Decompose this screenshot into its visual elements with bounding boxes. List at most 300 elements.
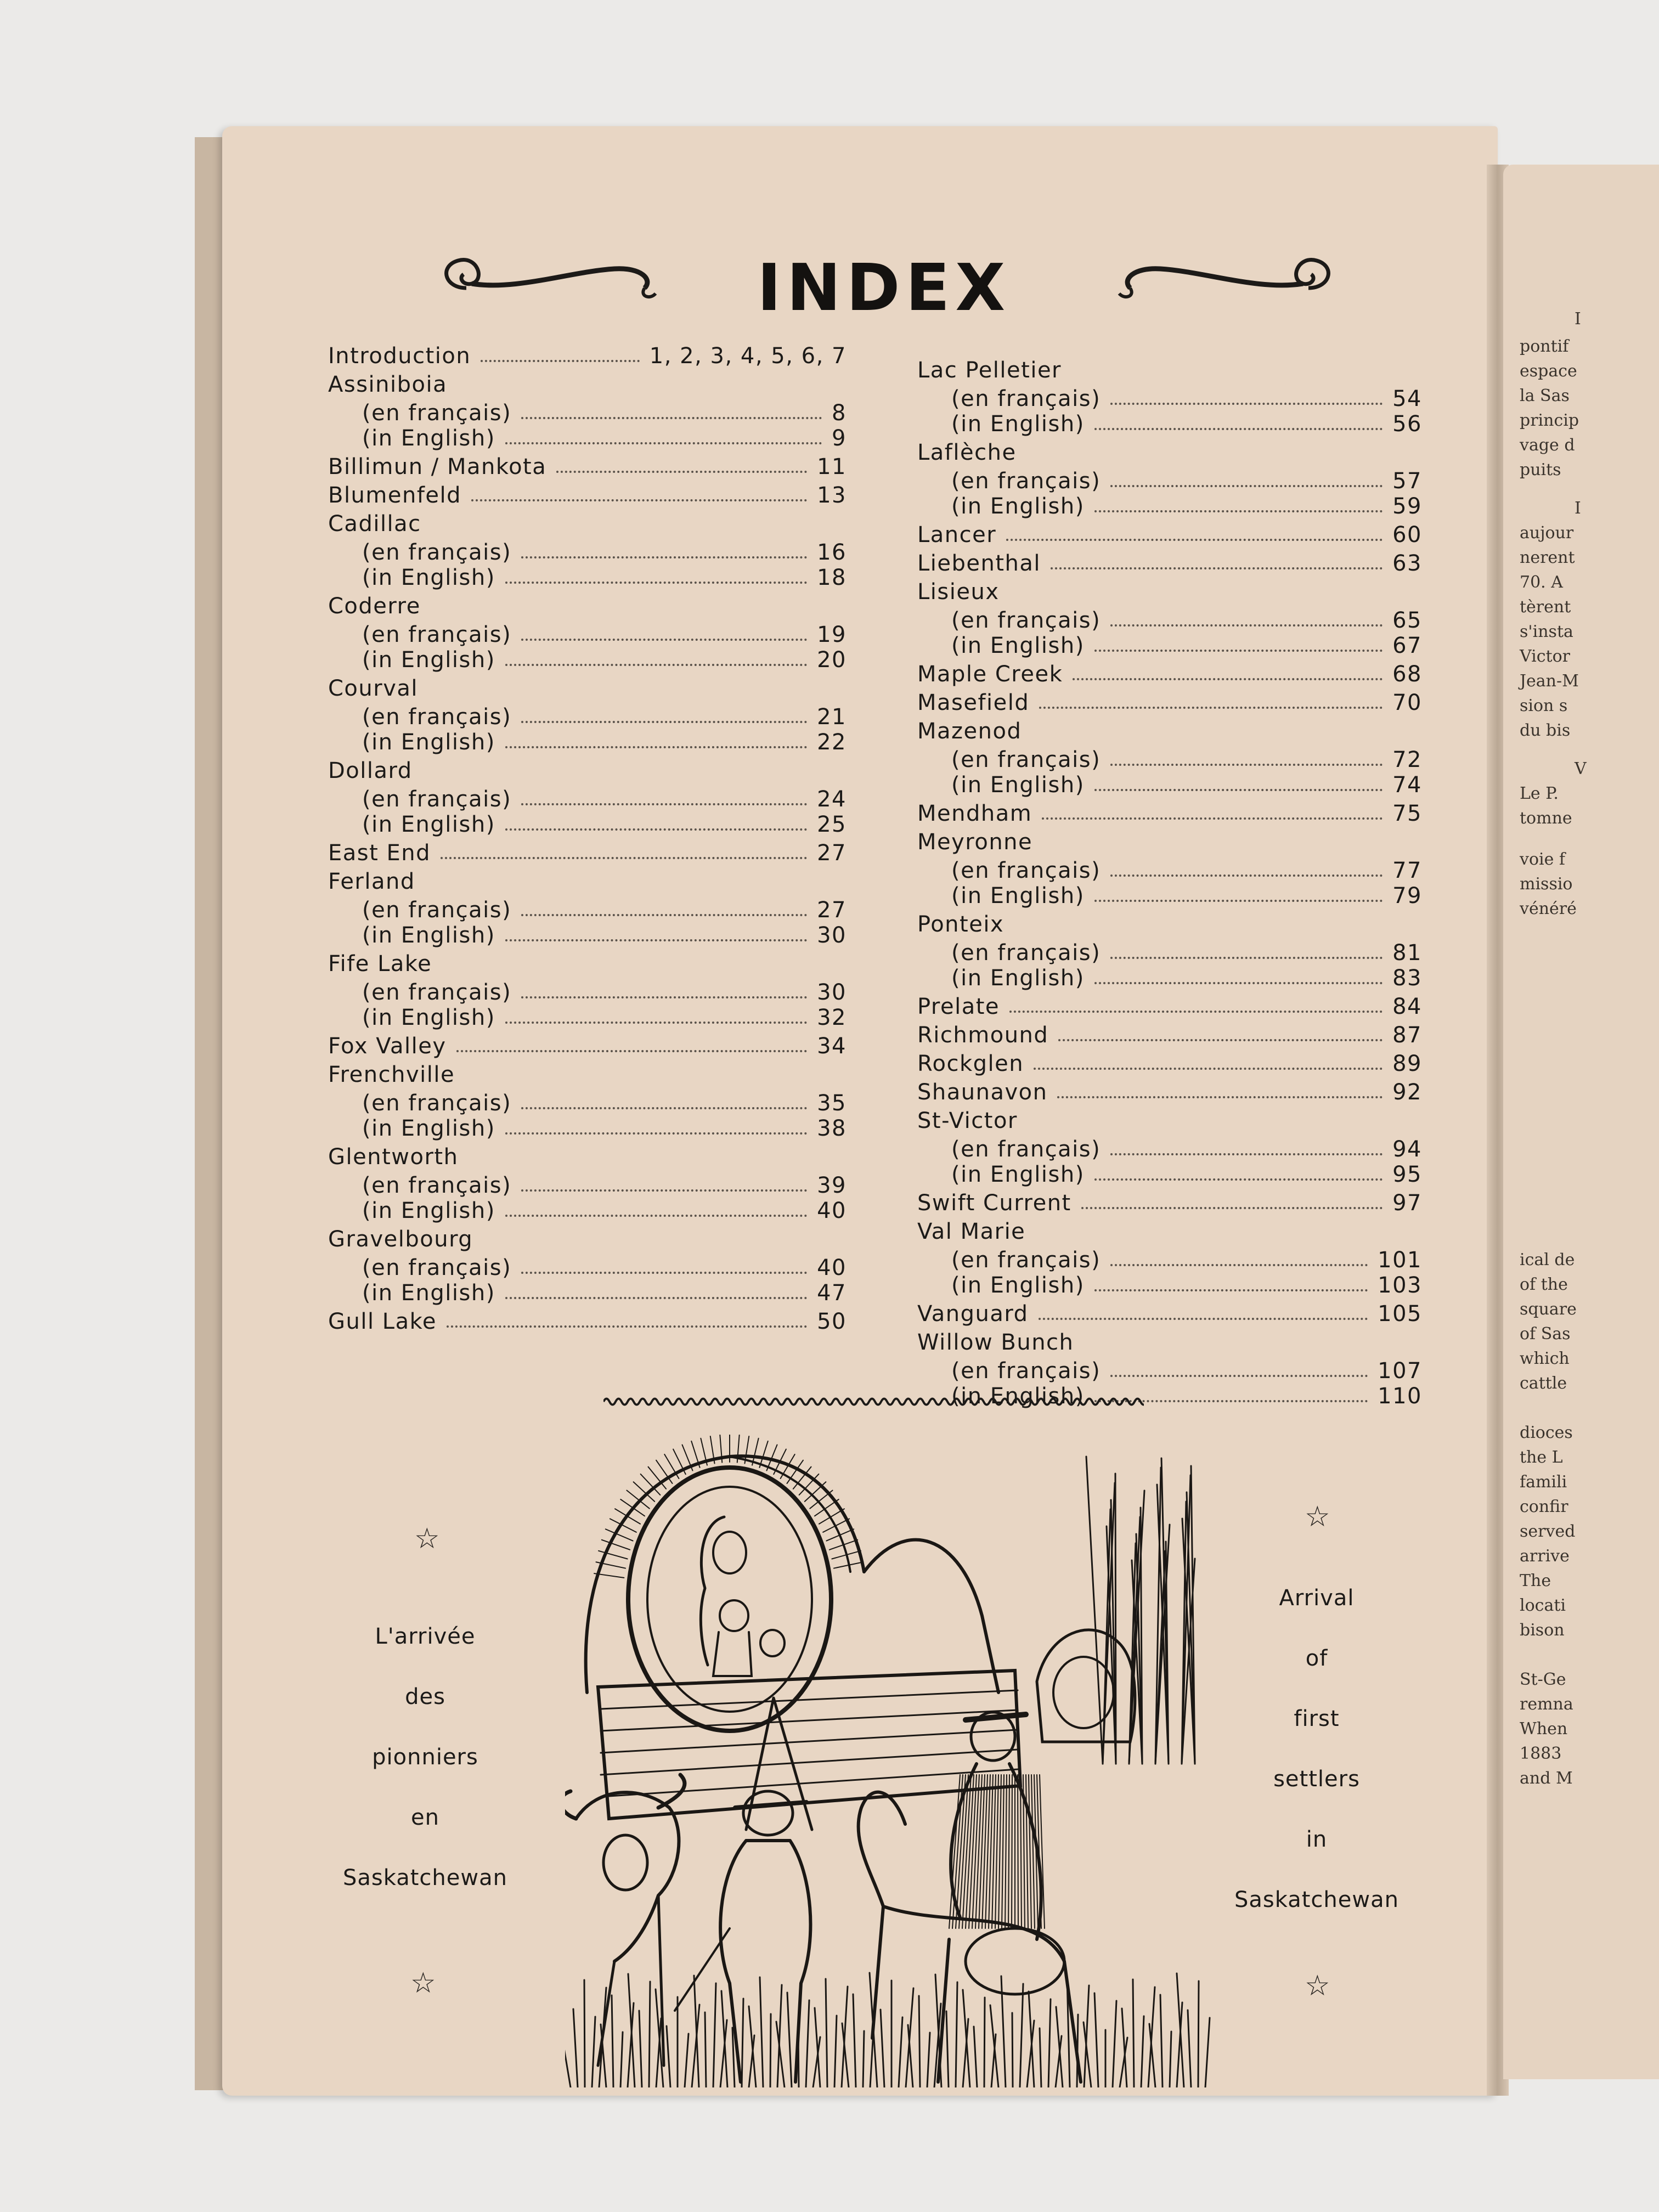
index-subentry <box>328 400 847 426</box>
facing-page-text: square <box>1520 1300 1577 1319</box>
place-name: Introduction <box>328 343 471 369</box>
facing-page-text: aujour <box>1520 523 1574 543</box>
facing-page-text: tèrent <box>1520 597 1571 617</box>
facing-page-text: I <box>1575 309 1581 329</box>
caption-line: in <box>1306 1827 1328 1852</box>
facing-page-text: I <box>1575 499 1581 518</box>
page-number: 32 <box>817 1005 847 1030</box>
dot-leader <box>556 471 807 473</box>
index-entry-row <box>917 440 1422 465</box>
facing-page-text: bison <box>1520 1621 1565 1640</box>
language-label: (in English) <box>362 923 495 948</box>
dot-leader <box>1110 957 1383 959</box>
place-name: Swift Current <box>917 1190 1071 1216</box>
page-number: 63 <box>1392 551 1422 576</box>
page-number: 54 <box>1392 386 1422 411</box>
dot-leader <box>505 939 807 941</box>
index-entry <box>328 343 847 369</box>
index-entry-row <box>328 1034 847 1059</box>
index-subentry <box>328 1280 847 1306</box>
facing-page-text: tomne <box>1520 809 1572 828</box>
page-number: 56 <box>1392 411 1422 437</box>
index-subentry <box>328 1198 847 1223</box>
index-subentry <box>917 608 1422 633</box>
page-number: 70 <box>1392 690 1422 715</box>
dot-leader <box>505 1297 807 1299</box>
index-entry <box>328 1034 847 1059</box>
facing-page-text: pontif <box>1520 337 1569 356</box>
page-number: 87 <box>1392 1023 1422 1048</box>
index-subentry <box>917 494 1422 519</box>
dot-leader <box>505 582 807 584</box>
language-label: (in English) <box>362 812 495 837</box>
index-subentry <box>328 426 847 451</box>
scroll-flourish-icon <box>1111 250 1341 315</box>
place-name: Fife Lake <box>328 951 432 977</box>
facing-page-text: sion s <box>1520 696 1568 715</box>
index-entry-row <box>917 690 1422 715</box>
facing-page-text: du bis <box>1520 721 1571 740</box>
index-entry <box>917 1023 1422 1048</box>
page-number: 74 <box>1392 772 1422 798</box>
index-entry-row <box>328 758 847 783</box>
facing-page-text: 1883 <box>1520 1744 1562 1763</box>
place-name: St-Victor <box>917 1108 1018 1133</box>
index-entry-row <box>328 1309 847 1334</box>
dot-leader <box>1110 1375 1368 1377</box>
page-number: 1, 2, 3, 4, 5, 6, 7 <box>649 343 847 369</box>
dot-leader <box>505 442 822 444</box>
page-number: 35 <box>817 1091 847 1116</box>
dot-leader <box>1094 900 1383 902</box>
index-entry <box>328 1309 847 1334</box>
page-number: 8 <box>832 400 847 426</box>
facing-page-text: locati <box>1520 1596 1566 1615</box>
page-number: 25 <box>817 812 847 837</box>
index-entry-row <box>328 594 847 619</box>
language-label: (in English) <box>362 647 495 673</box>
page-number: 59 <box>1392 494 1422 519</box>
page-number: 40 <box>817 1198 847 1223</box>
index-entry-row <box>917 1023 1422 1048</box>
index-subentry <box>917 411 1422 437</box>
index-entry-row <box>917 1190 1422 1216</box>
language-label: (in English) <box>362 730 495 755</box>
place-name: Shaunavon <box>917 1080 1048 1105</box>
dot-leader <box>505 746 807 748</box>
wave-divider <box>603 1393 1144 1410</box>
page-number: 27 <box>817 840 847 866</box>
dot-leader <box>1057 1096 1383 1098</box>
page-number: 67 <box>1392 633 1422 658</box>
language-label: (in English) <box>951 1384 1085 1409</box>
index-entry-row <box>917 522 1422 548</box>
index-entry <box>328 840 847 866</box>
page-number: 9 <box>832 426 847 451</box>
place-name: Meyronne <box>917 830 1033 855</box>
dot-leader <box>1051 567 1383 569</box>
index-entry <box>917 522 1422 548</box>
dot-leader <box>521 417 822 419</box>
dot-leader <box>521 639 807 641</box>
index-subentry <box>328 565 847 590</box>
facing-page-text: St-Ge <box>1520 1670 1566 1689</box>
index-entry <box>328 372 847 451</box>
place-name: Glentworth <box>328 1144 459 1170</box>
caption-line: settlers <box>1273 1767 1360 1792</box>
page-number: 89 <box>1392 1051 1422 1076</box>
dot-leader <box>1094 789 1383 791</box>
index-subentry <box>917 940 1422 966</box>
page-number: 20 <box>817 647 847 673</box>
place-name: Prelate <box>917 994 1000 1019</box>
dot-leader <box>1094 1178 1383 1181</box>
index-entry-row <box>328 676 847 701</box>
page-number: 21 <box>817 704 847 730</box>
page-number: 75 <box>1392 801 1422 826</box>
index-entry <box>328 483 847 508</box>
star-icon: ☆ <box>414 1522 440 1555</box>
place-name: Lac Pelletier <box>917 358 1062 383</box>
place-name: Lisieux <box>917 579 1000 605</box>
language-label: (en français) <box>951 858 1101 883</box>
facing-page-text: of Sas <box>1520 1324 1571 1344</box>
index-subentry <box>328 980 847 1005</box>
facing-page-text: V <box>1575 759 1587 778</box>
language-label: (in English) <box>951 411 1085 437</box>
language-label: (in English) <box>362 565 495 590</box>
index-subentry <box>328 812 847 837</box>
facing-page-text: served <box>1520 1522 1576 1541</box>
facing-page-text: The <box>1520 1571 1551 1590</box>
dot-leader <box>1073 678 1383 680</box>
facing-page-text: puits <box>1520 460 1561 479</box>
page-number: 16 <box>817 540 847 565</box>
index-entry <box>917 1219 1422 1298</box>
index-subentry <box>917 858 1422 883</box>
index-entry-row <box>917 1301 1422 1327</box>
facing-page-text: missio <box>1520 874 1573 894</box>
index-entry-row <box>917 1080 1422 1105</box>
index-entry <box>328 454 847 479</box>
page-number: 79 <box>1392 883 1422 909</box>
index-entry <box>328 511 847 590</box>
index-entry-row <box>328 951 847 977</box>
facing-page-text: Jean-M <box>1520 672 1579 691</box>
place-name: Courval <box>328 676 418 701</box>
page-number: 107 <box>1378 1358 1422 1384</box>
index-subentry <box>917 633 1422 658</box>
language-label: (en français) <box>951 940 1101 966</box>
dot-leader <box>481 360 640 362</box>
language-label: (in English) <box>362 1005 495 1030</box>
language-label: (in English) <box>951 883 1085 909</box>
dot-leader <box>471 499 807 501</box>
index-entry-row <box>917 830 1422 855</box>
page-number: 72 <box>1392 747 1422 772</box>
page-number: 13 <box>817 483 847 508</box>
index-subentry <box>328 1116 847 1141</box>
page-number: 50 <box>817 1309 847 1334</box>
facing-page <box>1503 165 1659 2079</box>
index-entry <box>328 676 847 755</box>
index-subentry <box>917 1162 1422 1187</box>
dot-leader <box>1110 485 1383 487</box>
page-number: 84 <box>1392 994 1422 1019</box>
caption-line: Saskatchewan <box>1234 1887 1399 1912</box>
index-entry <box>917 801 1422 826</box>
language-label: (en français) <box>362 787 512 812</box>
language-label: (in English) <box>951 1273 1085 1298</box>
dot-leader <box>1110 624 1383 627</box>
index-entry <box>328 1227 847 1306</box>
dot-leader <box>505 828 807 831</box>
index-entry-row <box>917 801 1422 826</box>
language-label: (en français) <box>362 400 512 426</box>
dot-leader <box>521 1272 807 1274</box>
page-number: 11 <box>817 454 847 479</box>
facing-page-text: confir <box>1520 1497 1568 1516</box>
index-subentry <box>328 787 847 812</box>
index-entry <box>917 662 1422 687</box>
index-entry-row <box>917 551 1422 576</box>
page-number: 57 <box>1392 469 1422 494</box>
index-subentry <box>917 1358 1422 1384</box>
index-entry-row <box>917 1219 1422 1244</box>
index-entry-row <box>328 343 847 369</box>
language-label: (en français) <box>362 980 512 1005</box>
index-entry <box>917 1108 1422 1187</box>
index-entry <box>917 830 1422 909</box>
place-name: Gravelbourg <box>328 1227 473 1252</box>
dot-leader <box>521 721 807 723</box>
facing-page-text: espace <box>1520 362 1577 381</box>
language-label: (in English) <box>951 633 1085 658</box>
index-subentry <box>328 1255 847 1280</box>
index-entry-row <box>917 662 1422 687</box>
language-label: (en français) <box>362 1255 512 1280</box>
page-number: 94 <box>1392 1137 1422 1162</box>
dot-leader <box>505 1022 807 1024</box>
place-name: Fox Valley <box>328 1034 447 1059</box>
dot-leader <box>1094 982 1383 984</box>
caption-line: L'arrivée <box>375 1624 476 1649</box>
index-entry-row <box>917 994 1422 1019</box>
language-label: (en français) <box>362 1173 512 1198</box>
page-number: 81 <box>1392 940 1422 966</box>
index-entry <box>917 1051 1422 1076</box>
index-entry-row <box>328 1062 847 1087</box>
dot-leader <box>505 1215 807 1217</box>
index-subentry <box>917 747 1422 772</box>
page-number: 34 <box>817 1034 847 1059</box>
page-number: 38 <box>817 1116 847 1141</box>
dot-leader <box>447 1325 807 1328</box>
facing-page-text: and M <box>1520 1769 1573 1788</box>
index-entry-row <box>917 1108 1422 1133</box>
index-entry-row <box>328 840 847 866</box>
facing-page-text: dioces <box>1520 1423 1573 1442</box>
language-label: (in English) <box>951 966 1085 991</box>
index-entry <box>917 912 1422 991</box>
language-label: (en français) <box>951 1358 1101 1384</box>
language-label: (in English) <box>362 1116 495 1141</box>
place-name: Laflèche <box>917 440 1017 465</box>
language-label: (en français) <box>951 469 1101 494</box>
index-entry-row <box>328 511 847 537</box>
place-name: Mazenod <box>917 719 1022 744</box>
place-name: Cadillac <box>328 511 421 537</box>
index-subentry <box>328 1173 847 1198</box>
index-subentry <box>328 1091 847 1116</box>
dot-leader <box>456 1050 808 1052</box>
language-label: (en français) <box>951 1248 1101 1273</box>
place-name: Ponteix <box>917 912 1005 937</box>
index-column-left <box>328 343 847 1338</box>
page-number: 30 <box>817 980 847 1005</box>
place-name: Gull Lake <box>328 1309 437 1334</box>
facing-page-text: of the <box>1520 1275 1568 1294</box>
place-name: Dollard <box>328 758 413 783</box>
scroll-flourish-icon <box>433 250 664 315</box>
page-number: 92 <box>1392 1080 1422 1105</box>
index-subentry <box>917 1248 1422 1273</box>
page-number: 65 <box>1392 608 1422 633</box>
place-name: East End <box>328 840 431 866</box>
covered-wagon-illustration <box>565 1435 1212 2087</box>
index-entry-row <box>328 869 847 894</box>
dot-leader <box>521 556 807 558</box>
dot-leader <box>1094 510 1383 512</box>
dot-leader <box>1081 1207 1383 1209</box>
page-number: 60 <box>1392 522 1422 548</box>
language-label: (en français) <box>951 1137 1101 1162</box>
index-entry-row <box>917 358 1422 383</box>
language-label: (en français) <box>951 386 1101 411</box>
caption-line: des <box>405 1684 445 1709</box>
page-number: 18 <box>817 565 847 590</box>
language-label: (en français) <box>362 622 512 647</box>
index-entry-row <box>917 1330 1422 1355</box>
place-name: Frenchville <box>328 1062 455 1087</box>
facing-page-text: s'insta <box>1520 622 1573 641</box>
dot-leader <box>505 1132 807 1135</box>
index-subentry <box>328 647 847 673</box>
page-number: 95 <box>1392 1162 1422 1187</box>
index-entry <box>328 869 847 948</box>
facing-page-text: vage d <box>1520 436 1575 455</box>
language-label: (in English) <box>362 426 495 451</box>
dot-leader <box>1094 428 1383 430</box>
page-number: 101 <box>1378 1248 1422 1273</box>
dot-leader <box>1006 539 1383 541</box>
language-label: (en français) <box>362 540 512 565</box>
place-name: Val Marie <box>917 1219 1026 1244</box>
dot-leader <box>521 914 807 916</box>
index-subentry <box>328 730 847 755</box>
page-number: 19 <box>817 622 847 647</box>
index-entry-row <box>917 912 1422 937</box>
place-name: Blumenfeld <box>328 483 462 508</box>
language-label: (en français) <box>951 747 1101 772</box>
facing-page-text: remna <box>1520 1695 1573 1714</box>
page-number: 39 <box>817 1173 847 1198</box>
page-number: 68 <box>1392 662 1422 687</box>
dot-leader <box>441 857 807 859</box>
place-name: Maple Creek <box>917 662 1063 687</box>
place-name: Coderre <box>328 594 421 619</box>
page-number: 97 <box>1392 1190 1422 1216</box>
index-entry <box>917 440 1422 519</box>
place-name: Richmound <box>917 1023 1049 1048</box>
language-label: (en français) <box>362 704 512 730</box>
index-entry <box>328 1144 847 1223</box>
page-number: 105 <box>1378 1301 1422 1327</box>
index-subentry <box>917 1137 1422 1162</box>
place-name: Vanguard <box>917 1301 1029 1327</box>
index-subentry <box>328 923 847 948</box>
index-subentry <box>917 386 1422 411</box>
place-name: Mendham <box>917 801 1032 826</box>
star-icon: ☆ <box>410 1967 436 2000</box>
place-name: Willow Bunch <box>917 1330 1074 1355</box>
page-number: 103 <box>1378 1273 1422 1298</box>
index-entry <box>328 951 847 1030</box>
facing-page-text: 70. A <box>1520 573 1563 592</box>
language-label: (en français) <box>362 898 512 923</box>
facing-page-text: Le P. <box>1520 784 1559 803</box>
page-number: 47 <box>817 1280 847 1306</box>
index-entry-row <box>917 1051 1422 1076</box>
facing-page-text: ical de <box>1520 1250 1575 1269</box>
place-name: Assiniboia <box>328 372 448 397</box>
facing-page-text: Victor <box>1520 647 1570 666</box>
index-subentry <box>917 469 1422 494</box>
dot-leader <box>1110 403 1383 405</box>
index-entry <box>917 719 1422 798</box>
page-number: 83 <box>1392 966 1422 991</box>
dot-leader <box>1039 707 1383 709</box>
page-number: 110 <box>1378 1384 1422 1409</box>
dot-leader <box>1034 1068 1383 1070</box>
caption-line: en <box>411 1805 439 1830</box>
index-entry-row <box>917 579 1422 605</box>
dot-leader <box>521 996 807 998</box>
language-label: (in English) <box>362 1280 495 1306</box>
facing-page-text: famili <box>1520 1472 1567 1492</box>
index-entry <box>328 594 847 673</box>
facing-page-text: princip <box>1520 411 1579 430</box>
dot-leader <box>1110 1153 1383 1155</box>
caption-line: pionniers <box>372 1745 478 1770</box>
index-entry-row <box>328 483 847 508</box>
language-label: (en français) <box>951 608 1101 633</box>
dot-leader <box>1042 817 1383 820</box>
facing-page-text: voie f <box>1520 850 1565 869</box>
place-name: Masefield <box>917 690 1030 715</box>
place-name: Lancer <box>917 522 997 548</box>
page-number: 40 <box>817 1255 847 1280</box>
index-entry <box>328 758 847 837</box>
star-icon: ☆ <box>1305 1970 1330 2002</box>
index-entry <box>917 1080 1422 1105</box>
language-label: (in English) <box>951 772 1085 798</box>
index-entry-row <box>917 719 1422 744</box>
index-entry <box>917 994 1422 1019</box>
index-entry <box>917 579 1422 658</box>
facing-page-text: arrive <box>1520 1547 1570 1566</box>
index-subentry <box>917 1273 1422 1298</box>
